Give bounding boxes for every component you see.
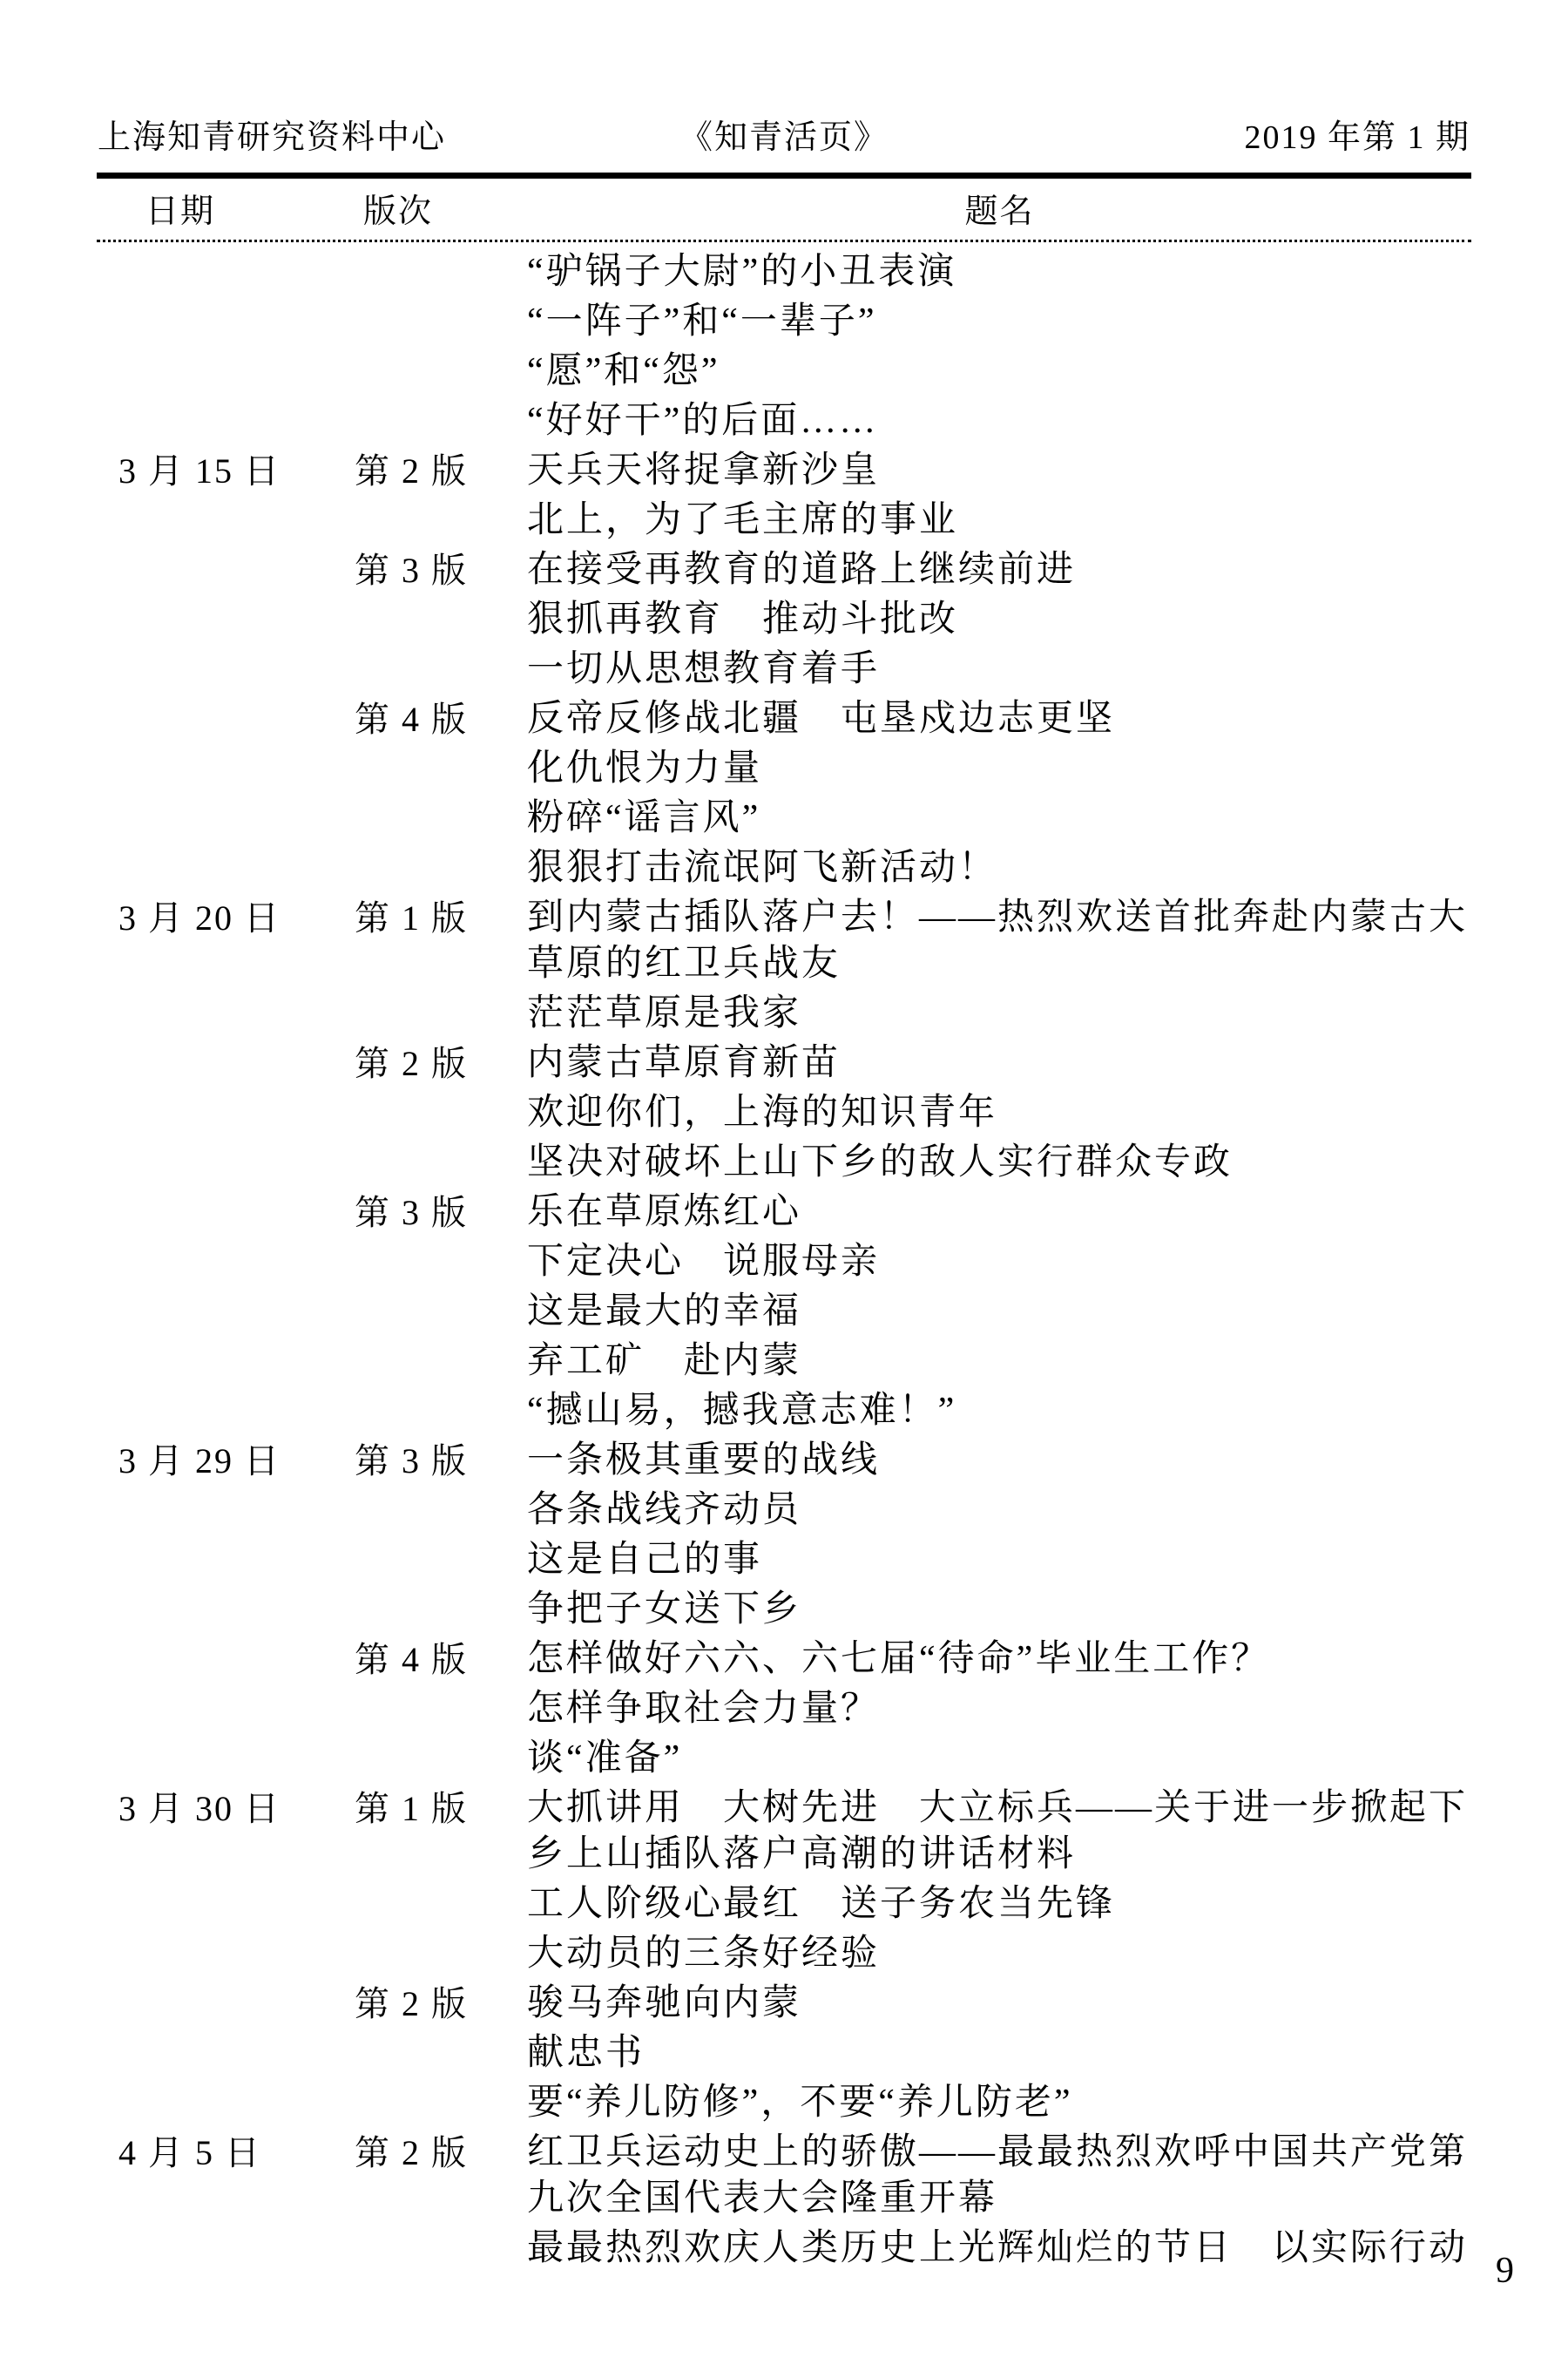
title-line: 献忠书	[527, 2033, 645, 2073]
page-number: 9	[1496, 2251, 1514, 2291]
table-row	[113, 547, 1568, 696]
table-row	[113, 1981, 1568, 2130]
title-line: 在接受再教育的道路上继续前进	[527, 550, 1077, 590]
table-header-divider	[97, 240, 1471, 242]
table-row	[113, 2130, 1568, 2275]
title-line: “一阵子”和“一辈子”	[527, 301, 877, 342]
date-cell: 3 月 29 日	[118, 1441, 280, 1480]
header-issue: 2019 年第 1 期	[1244, 119, 1471, 156]
title-line: 最最热烈欢庆人类历史上光辉灿烂的节日 以实际行动	[527, 2228, 1469, 2268]
title-cell	[527, 1981, 1472, 2130]
title-line: 天兵天将捉拿新沙皇	[527, 451, 881, 491]
title-cell	[527, 448, 1472, 547]
title-line: 狠抓再教育 推动斗批改	[527, 600, 959, 640]
page-header	[98, 119, 1470, 157]
title-cell	[527, 1040, 1472, 1189]
edition-cell: 第 2 版	[355, 451, 468, 491]
title-line: “好好干”的后面……	[527, 401, 879, 441]
title-line: 下定决心 说服母亲	[527, 1242, 881, 1282]
column-header-date: 日期	[145, 193, 216, 230]
title-cell	[527, 2130, 1472, 2275]
title-line: 各条战线齐动员	[527, 1490, 802, 1530]
column-header-title: 题名	[964, 193, 1035, 230]
date-cell: 3 月 30 日	[118, 1789, 280, 1828]
table-row	[113, 1785, 1568, 1981]
title-cell	[527, 895, 1472, 1040]
title-line: “撼山易，撼我意志难！”	[527, 1391, 957, 1431]
header-rule	[97, 173, 1471, 179]
table-row	[113, 448, 1568, 547]
table-row	[113, 696, 1568, 895]
table-row	[113, 1189, 1568, 1438]
title-line: 乐在草原炼红心	[527, 1192, 802, 1232]
title-line: 怎样做好六六、六七届“待命”毕业生工作？	[527, 1639, 1271, 1679]
table-row	[113, 1636, 1568, 1785]
title-line: 红卫兵运动史上的骄傲——最最热烈欢呼中国共产党第九次全国代表大会隆重开幕	[527, 2132, 1469, 2219]
edition-cell: 第 3 版	[355, 1193, 468, 1232]
title-line: 内蒙古草原育新苗	[527, 1043, 841, 1083]
edition-cell: 第 4 版	[355, 700, 468, 739]
title-line: 粉碎“谣言风”	[527, 798, 761, 838]
table-column-headers	[113, 193, 1568, 231]
date-cell: 3 月 15 日	[118, 451, 280, 491]
edition-cell: 第 2 版	[355, 1984, 468, 2023]
edition-cell: 第 4 版	[355, 1640, 468, 1679]
title-line: 反帝反修战北疆 屯垦戍边志更坚	[527, 699, 1116, 739]
table-row	[113, 1040, 1568, 1189]
title-line: “愿”和“怨”	[527, 351, 720, 391]
header-publication: 《知青活页》	[679, 119, 889, 156]
title-cell	[527, 1636, 1472, 1785]
title-line: 弃工矿 赴内蒙	[527, 1341, 802, 1381]
title-cell	[527, 1438, 1472, 1636]
edition-cell: 第 3 版	[355, 551, 468, 590]
title-cell	[527, 249, 1472, 448]
date-cell: 4 月 5 日	[118, 2133, 261, 2172]
title-line: 到内蒙古插队落户去！——热烈欢送首批奔赴内蒙古大草原的红卫兵战友	[527, 898, 1469, 984]
title-cell	[527, 696, 1472, 895]
edition-cell: 第 3 版	[355, 1441, 468, 1480]
title-line: 狠狠打击流氓阿飞新活动！	[527, 848, 998, 888]
title-cell	[527, 1189, 1472, 1438]
title-line: 谈“准备”	[527, 1738, 683, 1778]
table-row	[113, 1438, 1568, 1636]
table-row	[113, 895, 1568, 1040]
edition-cell: 第 2 版	[355, 1044, 468, 1083]
title-line: 北上，为了毛主席的事业	[527, 500, 959, 540]
title-line: 坚决对破坏上山下乡的敌人实行群众专政	[527, 1142, 1233, 1182]
title-line: 这是自己的事	[527, 1540, 763, 1580]
edition-cell: 第 1 版	[355, 898, 468, 938]
edition-cell: 第 1 版	[355, 1789, 468, 1828]
title-line: 化仇恨为力量	[527, 749, 763, 789]
title-line: “驴锅子大尉”的小丑表演	[527, 252, 957, 292]
title-line: 工人阶级心最红 送子务农当先锋	[527, 1884, 1116, 1924]
title-line: 一切从思想教育着手	[527, 649, 881, 689]
column-header-edition: 版次	[363, 193, 434, 230]
title-line: 一条极其重要的战线	[527, 1440, 881, 1480]
header-organization: 上海知青研究资料中心	[98, 119, 447, 156]
title-cell	[527, 547, 1472, 696]
title-line: 大动员的三条好经验	[527, 1934, 881, 1974]
table-row	[113, 249, 1568, 448]
edition-cell: 第 2 版	[355, 2133, 468, 2172]
title-line: 要“养儿防修”，不要“养儿防老”	[527, 2083, 1073, 2123]
title-line: 欢迎你们，上海的知识青年	[527, 1093, 998, 1133]
title-line: 茫茫草原是我家	[527, 993, 802, 1033]
entries-table	[113, 249, 1568, 2275]
title-line: 大抓讲用 大树先进 大立标兵——关于进一步掀起下乡上山插队落户高潮的讲话材料	[527, 1788, 1469, 1874]
title-cell	[527, 1785, 1472, 1981]
title-line: 这是最大的幸福	[527, 1291, 802, 1331]
title-line: 争把子女送下乡	[527, 1589, 802, 1629]
title-line: 骏马奔驰向内蒙	[527, 1983, 802, 2023]
date-cell: 3 月 20 日	[118, 898, 280, 938]
title-line: 怎样争取社会力量？	[527, 1689, 881, 1729]
